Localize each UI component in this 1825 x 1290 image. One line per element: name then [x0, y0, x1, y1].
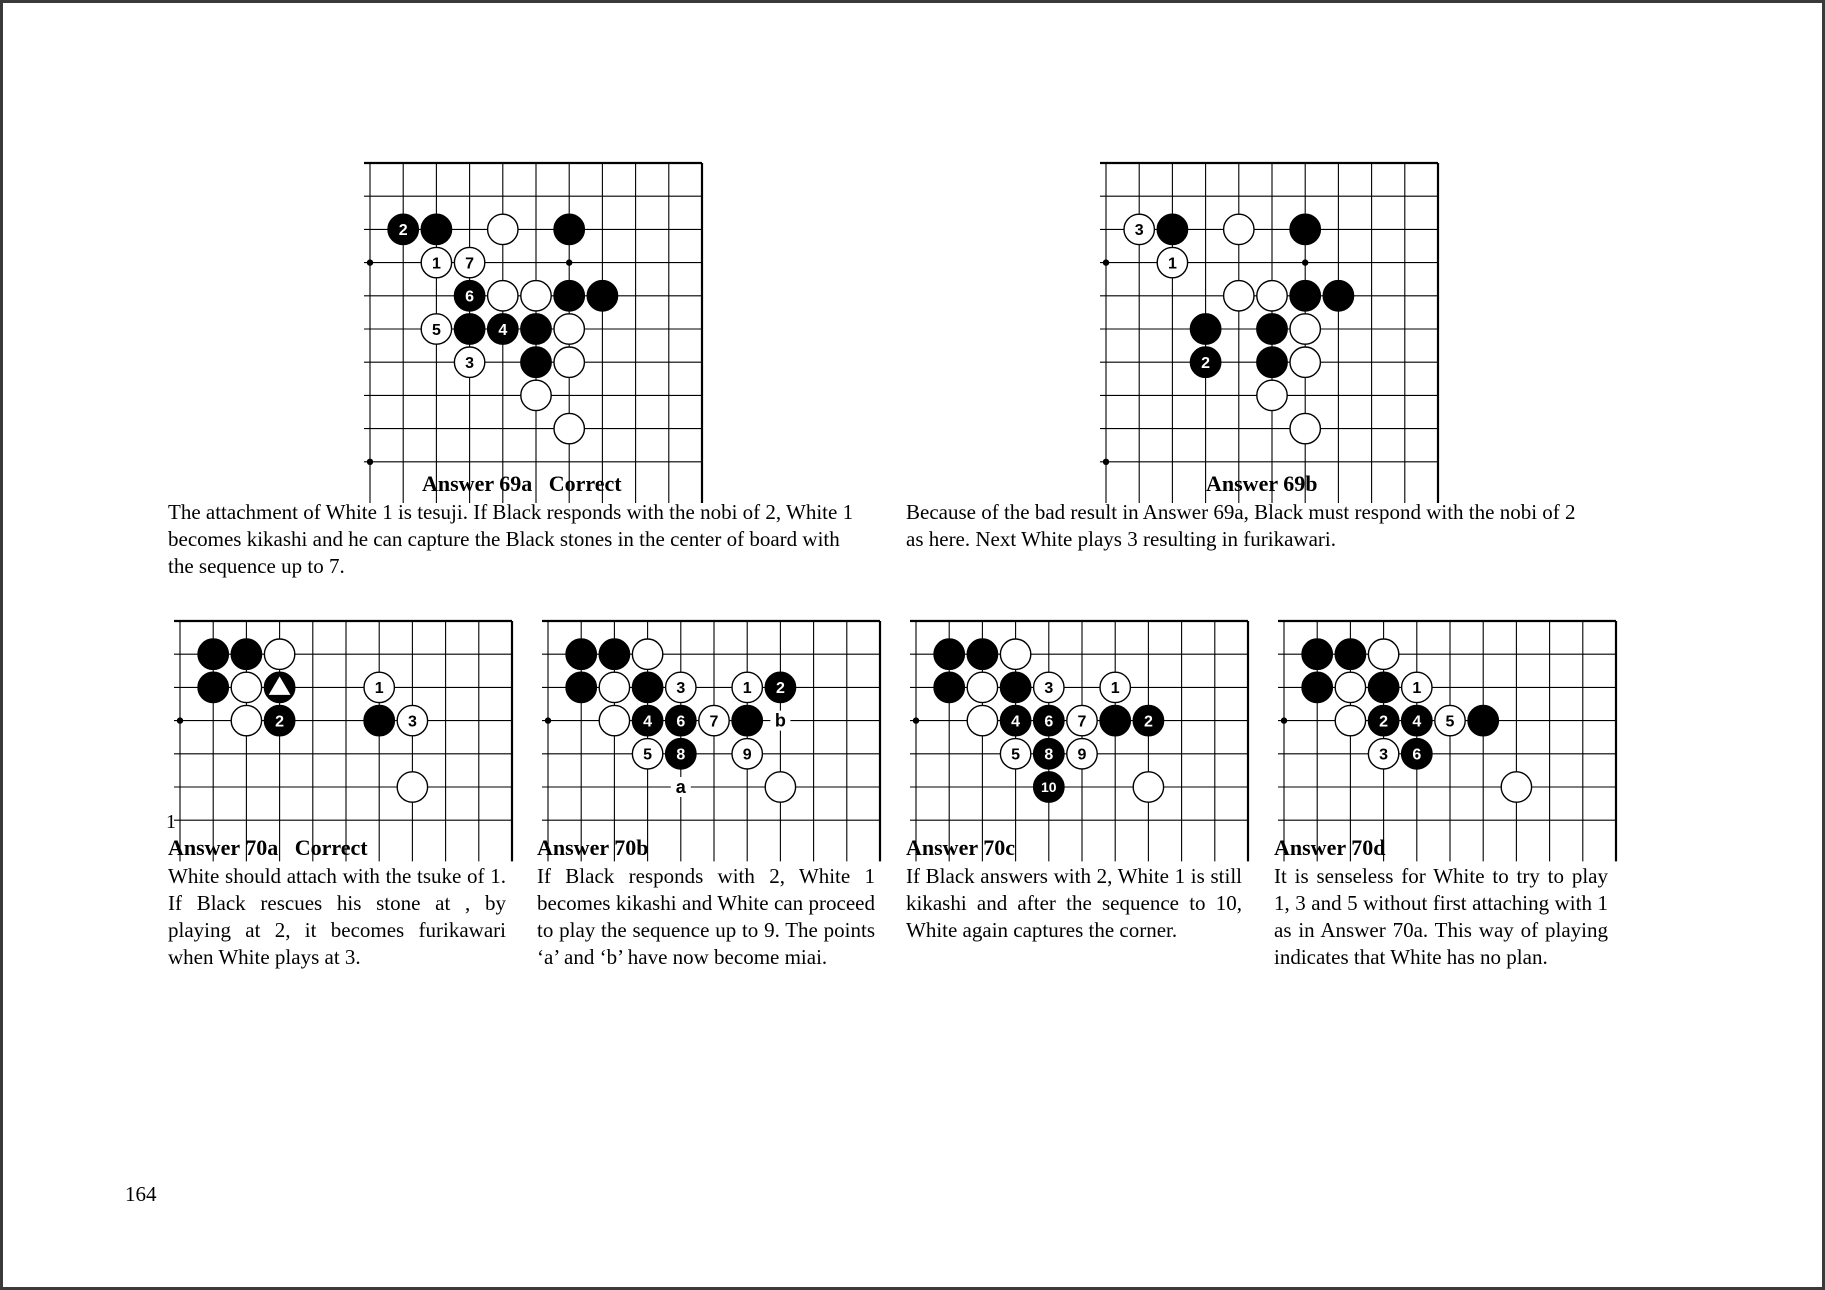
point-letter-b: b [774, 710, 786, 731]
hoshi-point [1281, 717, 1287, 723]
white-stone [1290, 347, 1320, 377]
white-stone [599, 705, 629, 735]
black-stone [1468, 705, 1498, 735]
white-stone [264, 639, 294, 669]
stone-number-3: 3 [676, 680, 686, 698]
black-stone [1157, 214, 1187, 244]
stone-number-4: 4 [1011, 713, 1021, 731]
go-diagram-70c [916, 621, 1264, 869]
hoshi-point [1103, 259, 1109, 265]
stone-number-5: 5 [1445, 713, 1455, 731]
black-stone [231, 639, 261, 669]
caption-70b: Answer 70b [537, 835, 649, 860]
white-stone [599, 672, 629, 702]
go-board-69b [1106, 163, 1454, 511]
black-stone [554, 281, 584, 311]
stone-number-1: 1 [1412, 680, 1422, 698]
black-stone [732, 705, 762, 735]
description-70d: It is senseless for White to try to play 1, 3 and 5 without first attaching with 1 as in Answer 70a. This way of playing indicates that White has no plan. [1274, 864, 1608, 969]
white-stone [1000, 639, 1030, 669]
white-stone [231, 705, 261, 735]
black-stone [198, 672, 228, 702]
description-70b: If Black responds with 2, White 1 becomes kikashi and White can proceed to play the sequence up to 9. The points ‘a’ and ‘b’ have now become miai. [537, 864, 875, 969]
black-stone [967, 639, 997, 669]
caption-70d: Answer 70d [1274, 835, 1386, 860]
black-stone [632, 672, 662, 702]
stone-number-5: 5 [643, 746, 653, 764]
white-stone [1335, 672, 1365, 702]
stone-number-2: 2 [1379, 713, 1389, 731]
white-stone [1133, 772, 1163, 802]
stone-number-9: 9 [742, 746, 752, 764]
black-stone [1257, 314, 1287, 344]
black-stone [587, 281, 617, 311]
stone-number-6: 6 [1044, 713, 1054, 731]
description-70a: White should attach with the tsuke of 1. If Black rescues his stone at , by playing at 2, it becomes furikawari when White plays at 3. [168, 864, 506, 969]
white-stone [1224, 281, 1254, 311]
black-stone [1000, 672, 1030, 702]
stone-number-3: 3 [1044, 680, 1054, 698]
black-stone [1190, 314, 1220, 344]
stone-number-4: 4 [643, 713, 653, 731]
white-stone [1257, 281, 1287, 311]
white-stone [521, 380, 551, 410]
go-diagram-70a [166, 621, 528, 869]
go-diagram-70b [548, 621, 896, 869]
go-board-70b [548, 621, 896, 869]
stone-number-2: 2 [1143, 713, 1153, 731]
page-number: 164 [125, 1182, 157, 1206]
black-stone [1290, 214, 1320, 244]
stone-number-4: 4 [498, 321, 508, 339]
white-stone [1224, 214, 1254, 244]
stone-number-4: 4 [1412, 713, 1422, 731]
go-diagram-69b [1106, 163, 1454, 511]
hoshi-point [367, 259, 373, 265]
white-stone [1290, 314, 1320, 344]
caption-70c: Answer 70c [906, 835, 1015, 860]
go-board-69a [370, 163, 718, 511]
white-stone [765, 772, 795, 802]
hoshi-point [1302, 259, 1308, 265]
black-stone [554, 214, 584, 244]
stone-number-2: 2 [275, 713, 285, 731]
black-stone [421, 214, 451, 244]
caption-69a: Answer 69a Correct [422, 471, 622, 496]
go-board-70d [1284, 621, 1632, 869]
stone-number-8: 8 [676, 746, 686, 764]
hoshi-point [566, 259, 572, 265]
go-diagram-69a [370, 163, 718, 511]
caption-69b: Answer 69b [1206, 471, 1318, 496]
white-stone [554, 314, 584, 344]
black-stone [521, 347, 551, 377]
black-stone [1323, 281, 1353, 311]
white-stone [521, 281, 551, 311]
black-stone [1290, 281, 1320, 311]
stone-number-1: 1 [742, 680, 752, 698]
hoshi-point [367, 459, 373, 465]
white-stone [554, 347, 584, 377]
white-stone [1257, 380, 1287, 410]
black-stone [521, 314, 551, 344]
hoshi-point [177, 717, 183, 723]
description-70c: If Black answers with 2, White 1 is still kikashi and after the sequence to 10, White again captures the corner. [906, 864, 1242, 942]
hoshi-point [913, 717, 919, 723]
white-stone [1290, 413, 1320, 443]
description-69b: Because of the bad result in Answer 69a, Black must respond with the nobi of 2 as here. Next White plays 3 resulting in furikawari. [906, 500, 1576, 551]
stone-number-5: 5 [431, 321, 441, 339]
black-stone [1368, 672, 1398, 702]
white-stone [488, 214, 518, 244]
caption-70a: Answer 70a Correct [168, 835, 368, 860]
stone-number-7: 7 [1077, 713, 1087, 731]
white-stone [967, 705, 997, 735]
black-stone [934, 639, 964, 669]
stone-number-6: 6 [676, 713, 686, 731]
stone-number-9: 9 [1077, 746, 1087, 764]
stone-number-1: 1 [374, 680, 384, 698]
stone-number-7: 7 [465, 255, 475, 273]
black-stone [1257, 347, 1287, 377]
white-stone [1501, 772, 1531, 802]
edge-label: 1 [166, 811, 176, 834]
hoshi-point [1103, 459, 1109, 465]
stone-number-2: 2 [398, 222, 408, 240]
black-stone [566, 672, 596, 702]
white-stone [554, 413, 584, 443]
point-letter-a: a [675, 777, 686, 797]
go-board-70c [916, 621, 1264, 869]
go-board-70a [166, 621, 528, 869]
black-stone [198, 639, 228, 669]
stone-number-1: 1 [1167, 255, 1177, 273]
white-stone [632, 639, 662, 669]
white-stone [1368, 639, 1398, 669]
black-stone [934, 672, 964, 702]
black-stone [364, 705, 394, 735]
black-stone [599, 639, 629, 669]
white-stone [967, 672, 997, 702]
stone-number-3: 3 [1134, 222, 1144, 240]
black-stone [1302, 639, 1332, 669]
stone-number-6: 6 [465, 288, 475, 306]
stone-number-3: 3 [465, 354, 475, 372]
stone-number-10: 10 [1041, 779, 1057, 796]
stone-number-3: 3 [407, 713, 417, 731]
description-69a: The attachment of White 1 is tesuji. If Black responds with the nobi of 2, White 1 becomes kikashi and he can capture the Black stones in the center of board with the sequence up to 7. [168, 500, 854, 578]
black-stone [1335, 639, 1365, 669]
stone-number-1: 1 [1110, 680, 1120, 698]
white-stone [488, 281, 518, 311]
black-stone [566, 639, 596, 669]
stone-number-1: 1 [431, 255, 441, 273]
go-diagram-70d [1284, 621, 1632, 869]
stone-number-3: 3 [1379, 746, 1389, 764]
stone-number-2: 2 [775, 680, 785, 698]
stone-number-2: 2 [1201, 354, 1211, 372]
white-stone [1335, 705, 1365, 735]
stone-number-6: 6 [1412, 746, 1422, 764]
stone-number-7: 7 [709, 713, 719, 731]
stone-number-5: 5 [1011, 746, 1021, 764]
white-stone [397, 772, 427, 802]
hoshi-point [545, 717, 551, 723]
black-stone [1302, 672, 1332, 702]
white-stone [231, 672, 261, 702]
black-stone [1100, 705, 1130, 735]
black-stone [454, 314, 484, 344]
stone-number-8: 8 [1044, 746, 1054, 764]
